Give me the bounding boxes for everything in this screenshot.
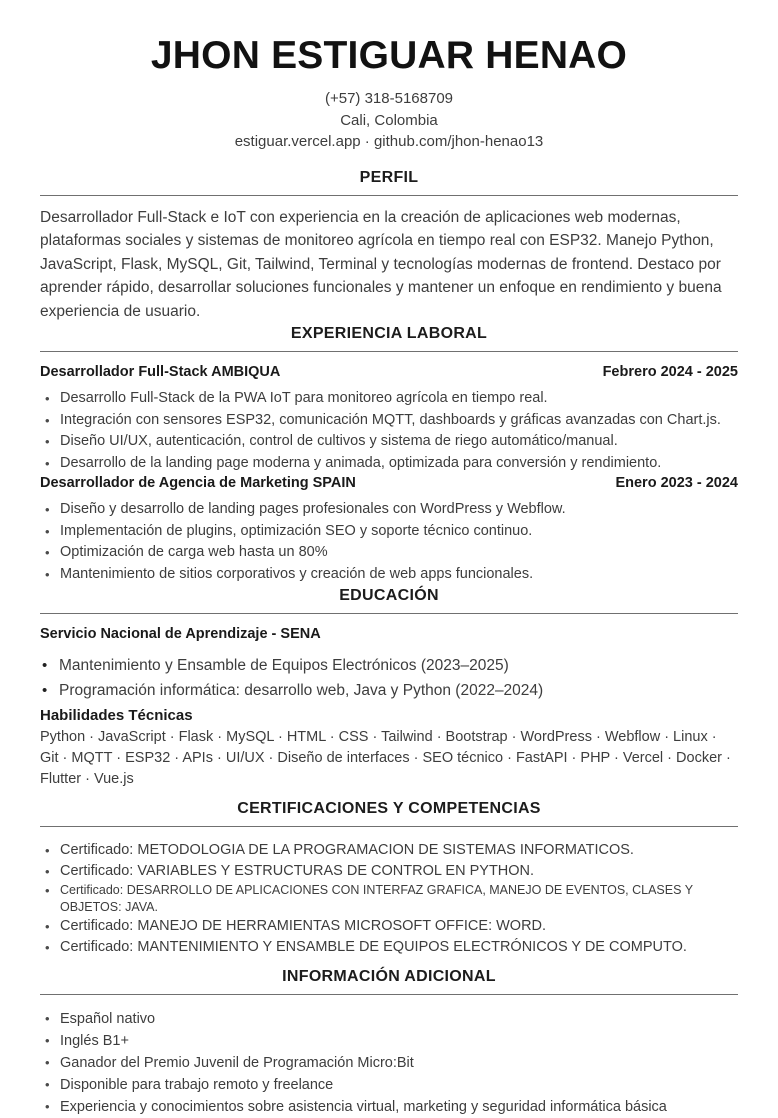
- job-bullet: • Mantenimiento de sitios corporativos y creación de web apps funcionales.: [45, 564, 738, 586]
- additional-info-list: [40, 1008, 738, 1118]
- section-title-certificaciones: CERTIFICACIONES Y COMPETENCIAS: [237, 800, 541, 817]
- section-divider: [40, 994, 738, 995]
- section-title-experiencia: EXPERIENCIA LABORAL: [290, 325, 488, 342]
- job-bullet: • Optimización de carga web hasta un 80%: [45, 542, 738, 564]
- contact-block: [40, 88, 738, 153]
- certification-item: • Certificado: METODOLOGIA DE LA PROGRAMACION DE SISTEMAS INFORMATICOS.: [45, 840, 738, 861]
- job-dates: Enero 2023 - 2024: [615, 475, 738, 491]
- job-header: [40, 474, 738, 492]
- additional-info-item: • Inglés B1+: [45, 1030, 738, 1052]
- job-bullet: • Integración con sensores ESP32, comunicación MQTT, dashboards y gráficas avanzadas con Chart.js.: [45, 410, 738, 432]
- job-entry-spain: [40, 474, 738, 585]
- job-bullet-list: [40, 388, 738, 474]
- education-bullet: • Programación informática: desarrollo web, Java y Python (2022–2024): [42, 678, 738, 703]
- section-divider: [40, 351, 738, 352]
- skills-heading: Habilidades Técnicas: [40, 707, 193, 724]
- certification-item: • Certificado: VARIABLES Y ESTRUCTURAS DE CONTROL EN PYTHON.: [45, 861, 738, 882]
- job-bullet: • Desarrollo Full-Stack de la PWA IoT para monitoreo agrícola en tiempo real.: [45, 388, 738, 410]
- school-name: Servicio Nacional de Aprendizaje - SENA: [40, 626, 321, 642]
- education-bullet-list: [40, 653, 738, 703]
- section-title-perfil: PERFIL: [359, 168, 419, 186]
- section-title-educacion: EDUCACIÓN: [339, 587, 439, 604]
- certification-list: [40, 840, 738, 958]
- additional-info-item: • Experiencia y conocimientos sobre asistencia virtual, marketing y seguridad informática básica: [45, 1096, 738, 1118]
- job-bullet: • Implementación de plugins, optimización SEO y soporte técnico continuo.: [45, 521, 738, 543]
- job-bullet: • Diseño y desarrollo de landing pages profesionales con WordPress y Webflow.: [45, 499, 738, 521]
- name-heading: JHON ESTIGUAR HENAO: [150, 34, 628, 77]
- job-role: Desarrollador Full-Stack AMBIQUA: [40, 364, 281, 380]
- skills-text: Python · JavaScript · Flask · MySQL · HTML · CSS · Tailwind · Bootstrap · WordPress · Webflow · Linux · Git · MQTT · ESP32 · APIs · UI/UX · Diseño de interfaces · SEO técnico · FastAPI · PHP · Vercel · Docker · Flutter · Vue.js: [40, 729, 731, 787]
- additional-info-item: • Ganador del Premio Juvenil de Programación Micro:Bit: [45, 1052, 738, 1074]
- job-bullet: • Desarrollo de la landing page moderna y animada, optimizada para conversión y rendimiento.: [45, 453, 738, 475]
- profile-text: Desarrollador Full-Stack e IoT con experiencia en la creación de aplicaciones web modernas, plataformas sociales y sistemas de monitoreo agrícola en tiempo real con ESP32. Manejo Python, JavaScript, Flask, MySQL, Git, Tailwind, Terminal y tecnologías modernas de frontend. Destaco por aprender rápido, desarrollar soluciones funcionales y mantener un enfoque en rendimiento y buena experiencia de usuario.: [40, 208, 722, 320]
- job-role: Desarrollador de Agencia de Marketing SPAIN: [40, 475, 356, 491]
- section-divider: [40, 195, 738, 196]
- job-header: [40, 363, 738, 381]
- location-text: Cali, Colombia: [340, 111, 438, 129]
- job-entry-ambiqua: [40, 363, 738, 474]
- certification-item: • Certificado: MANTENIMIENTO Y ENSAMBLE DE EQUIPOS ELECTRÓNICOS Y DE COMPUTO.: [45, 937, 738, 958]
- section-title-informacion-adicional: INFORMACIÓN ADICIONAL: [282, 968, 496, 985]
- contact-links-text: estiguar.vercel.app · github.com/jhon-henao13: [234, 133, 544, 150]
- phone-text: (+57) 318-5168709: [324, 90, 454, 107]
- certification-item: • Certificado: MANEJO DE HERRAMIENTAS MICROSOFT OFFICE: WORD.: [45, 916, 738, 937]
- section-divider: [40, 613, 738, 614]
- additional-info-item: • Disponible para trabajo remoto y freelance: [45, 1074, 738, 1096]
- additional-info-item: • Español nativo: [45, 1008, 738, 1030]
- certification-item: • Certificado: DESARROLLO DE APLICACIONES CON INTERFAZ GRAFICA, MANEJO DE EVENTOS, CLASES Y OBJETOS: JAVA.: [45, 882, 738, 916]
- education-bullet: • Mantenimiento y Ensamble de Equipos Electrónicos (2023–2025): [42, 653, 738, 678]
- job-dates: Febrero 2024 - 2025: [602, 364, 738, 380]
- job-bullet-list: [40, 499, 738, 585]
- section-divider: [40, 826, 738, 827]
- job-bullet: • Diseño UI/UX, autenticación, control de cultivos y sistema de riego automático/manual.: [45, 431, 738, 453]
